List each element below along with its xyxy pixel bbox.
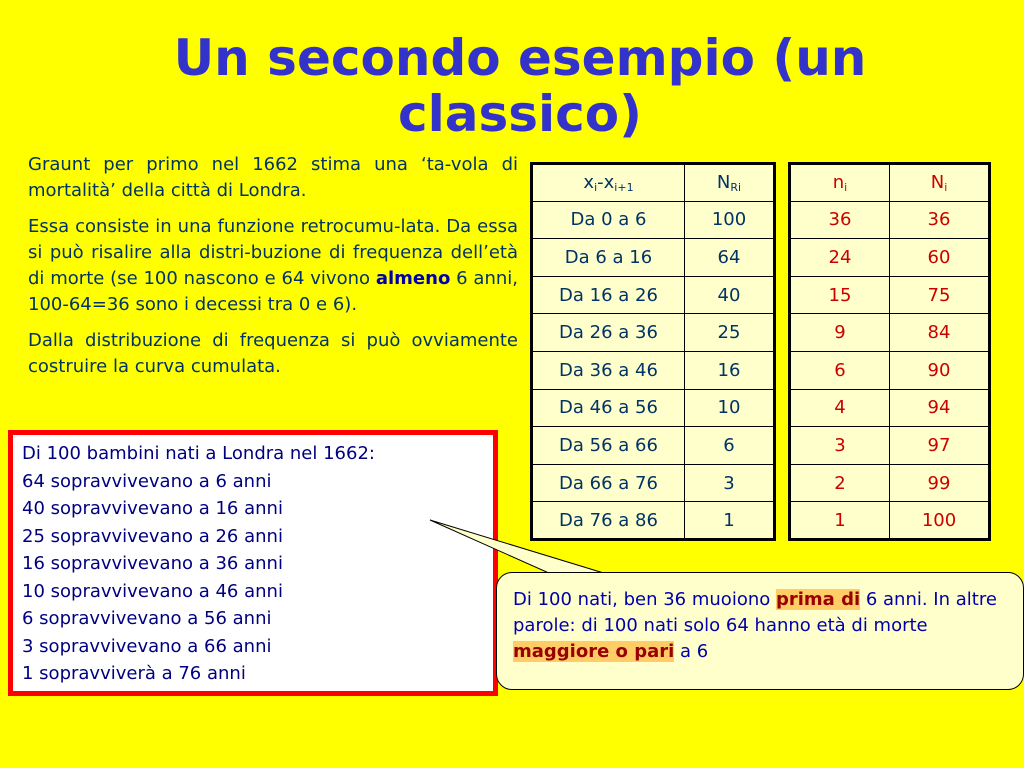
interval-cell: Da 6 a 16	[532, 239, 685, 277]
ni-cell: 15	[790, 276, 890, 314]
intro-p2-after: 6 anni, 100-64=36 sono i decessi tra 0 e 6).	[28, 268, 518, 315]
callout-text-1: Di 100 nati, ben 36 muoiono	[513, 589, 776, 610]
prima-di-highlight: prima di	[775, 589, 861, 610]
title-line-1: Un secondo esempio (un	[173, 29, 867, 87]
interval-cell: Da 0 a 6	[532, 201, 685, 239]
interval-cell: Da 36 a 46	[532, 351, 685, 389]
intro-p2-before: Essa consiste in una funzione retrocumu-lata. Da essa si può risalire alla distri-buzione di frequenza dell’età di morte (se 100 nascono e 64 vivono	[28, 216, 518, 289]
survivors-cell: 10	[685, 389, 775, 427]
title-line-2: classico)	[397, 85, 643, 143]
interval-cell: Da 66 a 76	[532, 464, 685, 502]
cumulative-cell: 100	[890, 502, 990, 540]
ni-cell: 2	[790, 464, 890, 502]
cumulative-cell: 36	[890, 201, 990, 239]
survivors-cell: 25	[685, 314, 775, 352]
survival-line: 1 sopravviverà a 76 anni	[22, 663, 246, 684]
explanation-callout	[496, 572, 1024, 690]
ni-header: $n_i$	[790, 164, 890, 202]
cumulative-cell: 90	[890, 351, 990, 389]
survival-line: 16 sopravvivevano a 36 anni	[22, 553, 283, 574]
ni-cell: 24	[790, 239, 890, 277]
survivors-cell: 1	[685, 502, 775, 540]
ni-cell: 36	[790, 201, 890, 239]
callout-text-2: 6 anni. In altre parole: di 100 nati solo 64 hanno età di morte	[513, 589, 997, 636]
interval-cell: Da 16 a 26	[532, 276, 685, 314]
cumulative-cell: 94	[890, 389, 990, 427]
callout-text-3: a 6	[674, 641, 709, 662]
intro-paragraph-1: Graunt per primo nel 1662 stima una ‘ta-vola di mortalità’ della città di Londra.	[28, 154, 518, 201]
ni-cell: 3	[790, 427, 890, 465]
interval-cell: Da 46 a 56	[532, 389, 685, 427]
survival-line: 40 sopravvivevano a 16 anni	[22, 498, 283, 519]
interval-header: $x_i-x_{i+1}$	[532, 164, 685, 202]
survivors-cell: 40	[685, 276, 775, 314]
cumulative-cell: 97	[890, 427, 990, 465]
survival-line: 10 sopravvivevano a 46 anni	[22, 580, 283, 602]
cumulative-cell: 99	[890, 464, 990, 502]
survivors-cell: 100	[685, 201, 775, 239]
survival-line: Di 100 bambini nati a Londra nel 1662:	[22, 443, 375, 464]
survivors-cell: 16	[685, 351, 775, 389]
ni-cell: 4	[790, 389, 890, 427]
survival-line: 25 sopravvivevano a 26 anni	[22, 525, 283, 547]
cumulative-cell: 60	[890, 239, 990, 277]
survival-line: 64 sopravvivevano a 6 anni	[22, 470, 272, 492]
almeno-highlight: almeno	[375, 268, 451, 289]
interval-cell: Da 26 a 36	[532, 314, 685, 352]
cumulative-header: $N_i$	[890, 164, 990, 202]
callout-tail	[430, 520, 620, 578]
survivors-cell: 64	[685, 239, 775, 277]
ni-cell: 6	[790, 351, 890, 389]
maggiore-o-pari-highlight: maggiore o pari	[513, 641, 675, 662]
ni-cell: 9	[790, 314, 890, 352]
cumulative-cell: 75	[890, 276, 990, 314]
survival-line: 6 sopravvivevano a 56 anni	[22, 608, 272, 629]
survivors-header: $N_{Ri}$	[685, 164, 775, 202]
cumulative-cell: 84	[890, 314, 990, 352]
intro-paragraph-3: Dalla distribuzione di frequenza si può ovviamente costruire la curva cumulata.	[28, 330, 518, 377]
survivors-cell: 6	[685, 427, 775, 465]
survivors-cell: 3	[685, 464, 775, 502]
interval-cell: Da 76 a 86	[532, 502, 685, 540]
interval-cell: Da 56 a 66	[532, 427, 685, 465]
survival-line: 3 sopravvivevano a 66 anni	[22, 635, 272, 657]
ni-cell: 1	[790, 502, 890, 540]
